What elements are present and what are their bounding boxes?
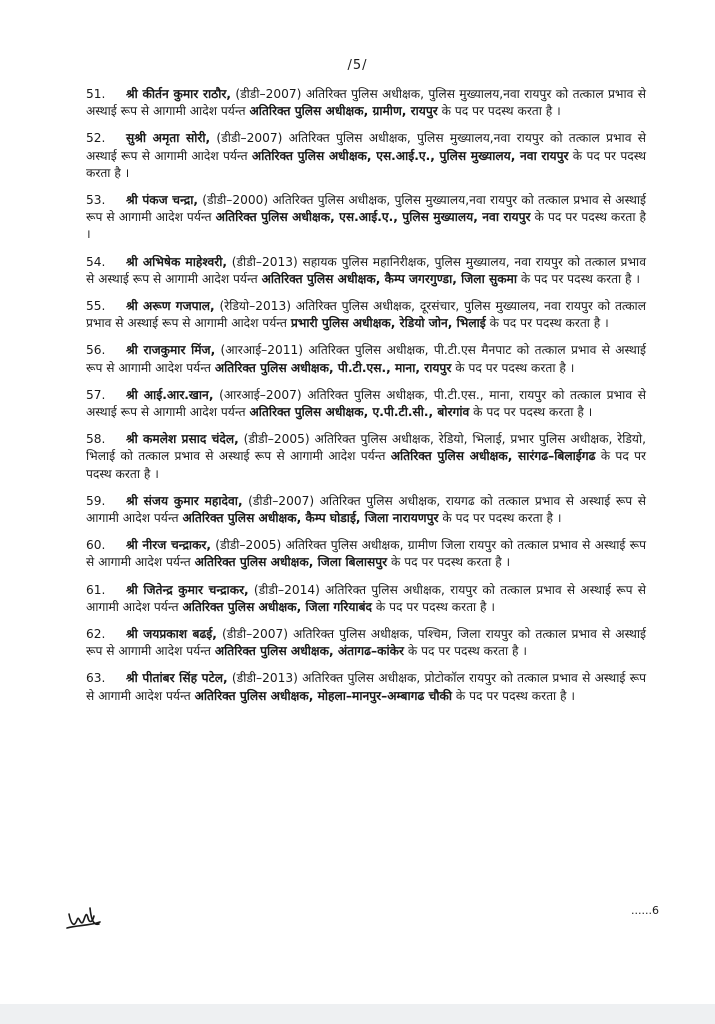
- officer-name: श्री संजय कुमार महादेवा,: [126, 493, 243, 508]
- officer-name: श्री पंकज चन्द्रा,: [126, 193, 198, 208]
- entry-body: (डीडी–2007) अतिरिक्त पुलिस अधीक्षक, पुलिस मुख्यालय,नवा रायपुर को तत्काल प्रभाव से अस्थाई रूप से आगामी आदेश पर्यन्त: [86, 87, 646, 119]
- new-post: अतिरिक्त पुलिस अधीक्षक, अंतागढ–कांकेर: [214, 644, 404, 659]
- new-post: अतिरिक्त पुलिस अधीक्षक, ए.पी.टी.सी., बोरगांव: [249, 405, 470, 420]
- entry-body: (डीडी–2005) अतिरिक्त पुलिस अधीक्षक, ग्रामीण जिला रायपुर को तत्काल प्रभाव से अस्थाई रूप से आगामी आदेश पर्यन्त: [86, 538, 647, 570]
- entry-body: (डीडी–2007) अतिरिक्त पुलिस अधीक्षक, रायगढ को तत्काल प्रभाव से अस्थाई रूप से आगामी आदेश पर्यन्त: [86, 493, 646, 526]
- order-entry: [86, 192, 646, 244]
- officer-name: श्री जितेन्द्र कुमार चन्द्राकर,: [126, 582, 249, 597]
- page-number: /5/: [347, 58, 368, 73]
- order-entry: [86, 537, 646, 571]
- order-entry: [86, 626, 646, 660]
- new-post: अतिरिक्त पुलिस अधीक्षक, एस.आई.ए., पुलिस मुख्यालय, नवा रायपुर: [215, 210, 531, 225]
- officer-name: श्री राजकुमार मिंज,: [126, 343, 216, 358]
- entry-number: 55.: [86, 299, 106, 314]
- entry-tail: के पद पर पदस्थ करता है ।: [452, 688, 576, 703]
- entry-body: (डीडी–2013) अतिरिक्त पुलिस अधीक्षक, प्रोटोकॉल रायपुर को तत्काल प्रभाव से अस्थाई रूप से आगामी आदेश पर्यन्त: [86, 671, 647, 703]
- order-entry: [86, 493, 646, 527]
- order-entry: [86, 582, 646, 616]
- entry-number: 52.: [86, 131, 106, 146]
- entry-number: 53.: [86, 193, 106, 208]
- officer-name: सुश्री अमृता सोरी,: [126, 131, 211, 146]
- entry-number: 51.: [86, 87, 106, 101]
- order-entry: [86, 254, 646, 288]
- entry-tail: के पद पर पदस्थ करता है ।: [86, 148, 647, 180]
- new-post: प्रभारी पुलिस अधीक्षक, रेडियो जोन, भिलाई: [290, 316, 486, 331]
- entry-body: (डीडी–2007) अतिरिक्त पुलिस अधीक्षक, पुलिस मुख्यालय,नवा रायपुर को तत्काल प्रभाव से अस्थाई रूप से आगामी आदेश पर्यन्त: [86, 131, 646, 163]
- officer-name: श्री अभिषेक माहेश्वरी,: [126, 254, 228, 269]
- page-bottom-edge: [0, 1004, 715, 1024]
- new-post: अतिरिक्त पुलिस अधीक्षक, ग्रामीण, रायपुर: [249, 104, 438, 119]
- officer-name: श्री कीर्तन कुमार राठौर,: [126, 87, 231, 101]
- officer-name: श्री आई.आर.खान,: [126, 387, 214, 402]
- new-post: अतिरिक्त पुलिस अधीक्षक, मोहला–मानपुर–अम्बागढ चौकी: [194, 688, 453, 703]
- entry-body: (आरआई–2011) अतिरिक्त पुलिस अधीक्षक, पी.टी.एस मैनपाट को तत्काल प्रभाव से अस्थाई रूप से आगामी आदेश पर्यन्त: [86, 343, 646, 375]
- entry-number: 62.: [86, 627, 106, 642]
- entry-number: 54.: [86, 254, 106, 269]
- new-post: अतिरिक्त पुलिस अधीक्षक, कैम्प जगरगुण्डा, जिला सुकमा: [261, 271, 518, 286]
- handwritten-initials: [66, 900, 102, 934]
- entry-number: 56.: [86, 343, 106, 358]
- new-post: अतिरिक्त पुलिस अधीक्षक, जिला बिलासपुर: [194, 555, 388, 570]
- entry-body: (डीडी–2014) अतिरिक्त पुलिस अधीक्षक, रायपुर को तत्काल प्रभाव से अस्थाई रूप से आगामी आदेश पर्यन्त: [86, 582, 646, 614]
- order-entry: [86, 342, 646, 376]
- order-entry: [86, 670, 646, 704]
- entry-tail: के पद पर पदस्थ करता है ।: [469, 405, 593, 420]
- officer-name: श्री नीरज चन्द्राकर,: [126, 538, 212, 553]
- entry-tail: के पद पर पदस्थ करता है ।: [403, 644, 527, 659]
- order-entry: [86, 387, 646, 421]
- entry-body: (डीडी–2005) अतिरिक्त पुलिस अधीक्षक, रेडियो, भिलाई, प्रभार पुलिस अधीक्षक, रेडियो, भिलाई को तत्काल प्रभाव से अस्थाई रूप से आगामी आदेश पर्यन्त: [86, 432, 646, 464]
- order-entry: [86, 298, 646, 332]
- entry-number: 59.: [86, 493, 106, 508]
- officer-name: श्री कमलेश प्रसाद चंदेल,: [126, 432, 239, 447]
- order-entry: [86, 86, 646, 120]
- entry-tail: के पद पर पदस्थ करता है ।: [438, 511, 562, 526]
- entry-tail: के पद पर पदस्थ करता है ।: [372, 599, 496, 614]
- order-entries: [86, 86, 646, 705]
- entry-number: 61.: [86, 582, 106, 597]
- new-post: अतिरिक्त पुलिस अधीक्षक, कैम्प घोडाई, जिला नारायणपुर: [182, 511, 439, 526]
- officer-name: श्री पीतांबर सिंह पटेल,: [126, 671, 228, 686]
- entry-body: (डीडी–2000) अतिरिक्त पुलिस अधीक्षक, पुलिस मुख्यालय,नवा रायपुर को तत्काल प्रभाव से अस्थाई रूप से आगामी आदेश पर्यन्त: [86, 193, 647, 225]
- new-post: अतिरिक्त पुलिस अधीक्षक, एस.आई.ए., पुलिस मुख्यालय, नवा रायपुर: [251, 148, 569, 163]
- order-entry: [86, 130, 646, 182]
- entry-tail: के पद पर पदस्थ करता है ।: [387, 555, 511, 570]
- new-post: अतिरिक्त पुलिस अधीक्षक, सारंगढ–बिलाईगढ: [390, 449, 596, 464]
- entry-body: (आरआई–2007) अतिरिक्त पुलिस अधीक्षक, पी.टी.एस., माना, रायपुर को तत्काल प्रभाव से अस्थाई रूप से आगामी आदेश पर्यन्त: [86, 387, 646, 420]
- entry-tail: के पद पर पदस्थ करता है ।: [485, 316, 609, 331]
- entry-tail: के पद पर पदस्थ करता है ।: [517, 271, 641, 286]
- entry-body: (रेडियो–2013) अतिरिक्त पुलिस अधीक्षक, दूरसंचार, पुलिस मुख्यालय, नवा रायपुर को तत्काल प्रभाव से अस्थाई रूप से आगामी आदेश पर्यन्त: [86, 299, 646, 331]
- entry-number: 57.: [86, 387, 106, 402]
- officer-name: श्री अरूण गजपाल,: [126, 299, 215, 314]
- entry-tail: के पद पर पदस्थ करता है ।: [86, 210, 646, 242]
- entry-body: (डीडी–2007) अतिरिक्त पुलिस अधीक्षक, पश्चिम, जिला रायपुर को तत्काल प्रभाव से अस्थाई रूप से आगामी आदेश पर्यन्त: [86, 627, 646, 659]
- new-post: अतिरिक्त पुलिस अधीक्षक, जिला गरियाबंद: [182, 599, 373, 614]
- entry-tail: के पद पर पदस्थ करता है ।: [451, 360, 575, 375]
- entry-number: 63.: [86, 671, 106, 686]
- entry-tail: के पद पर पदस्थ करता है ।: [86, 449, 646, 481]
- new-post: अतिरिक्त पुलिस अधीक्षक, पी.टी.एस., माना, रायपुर: [214, 360, 452, 375]
- entry-tail: के पद पर पदस्थ करता है ।: [437, 104, 561, 119]
- order-entry: [86, 431, 646, 483]
- entry-number: 60.: [86, 538, 106, 553]
- entry-body: (डीडी–2013) सहायक पुलिस महानिरीक्षक, पुलिस मुख्यालय, नवा रायपुर को तत्काल प्रभाव से अस्थाई रूप से आगामी आदेश पर्यन्त: [86, 254, 646, 286]
- entry-number: 58.: [86, 432, 106, 447]
- officer-name: श्री जयप्रकाश बढई,: [126, 627, 217, 642]
- continuation-marker: ......6: [631, 904, 659, 917]
